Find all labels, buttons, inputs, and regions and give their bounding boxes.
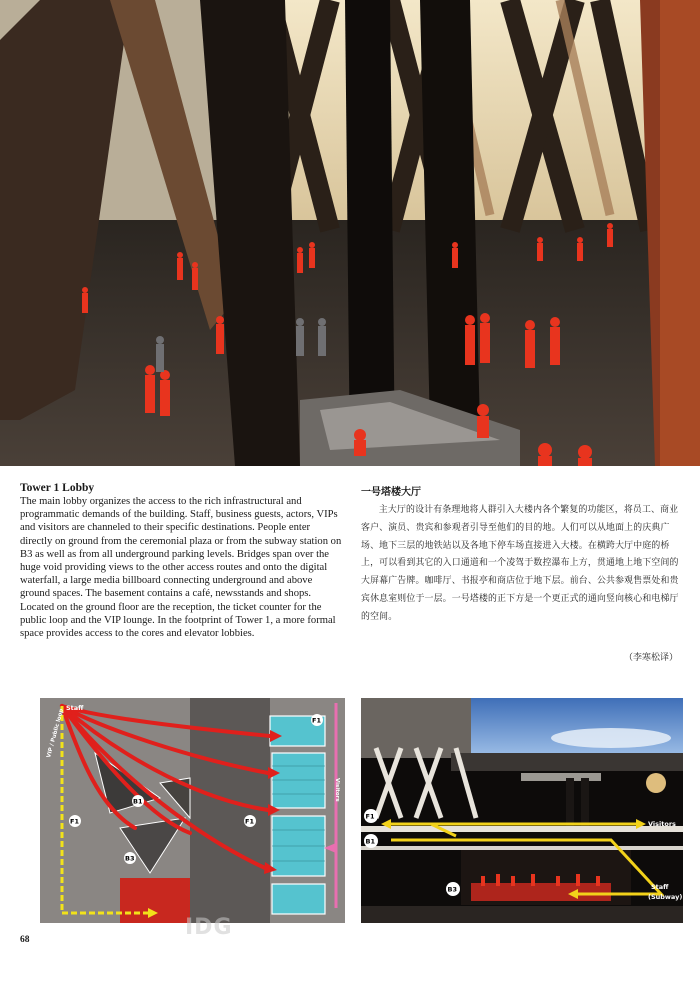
plan-badge-f1-b: F1 [70, 817, 79, 826]
chinese-body: 主大厅的设计有条理地将人群引入大楼内各个繁复的功能区，将员工、商业客户、演员、贵宾和参观者引导至他们的目的地。人们可以从地面上的庆典广场、地下三层的地铁站以及各地下停车场直接进入大楼。在横跨大厅中庭的桥上，可以看到其它的入口通道和一个凌驾于数控瀑布上方，贯通地上地下空间的大屏幕广告牌。咖啡厅、书报亭和商店位于地下层。前台、公共参观售票处和贵宾休息室则位于一层。一号塔楼的正下方是一个更正式的通向竖向核心和电梯厅的空间。 [361, 505, 679, 622]
english-body: The main lobby organizes the access to the rich infrastructural and programmatic demands of the building. Staff, business guests, actors, VIPs and visitors are channeled to their specific destinations. People enter directly on ground from the ceremonial plaza or from the subway station on B3 as well as from all underground parking levels. Bridges span over the huge void providing views to the other access routes and onto the digital waterfall, a large media billboard connecting underground and above ground spaces. The basement contains a café, newsstands and shops. Located on the ground floor are the reception, the ticket counter for the public loop and the VIP lounge. In the footprint of Tower 1, a more formal space provides access to the cores and elevator lobbies. [20, 496, 342, 640]
lobby-section-diagram [361, 698, 683, 923]
plan-label-visitors: Visitors [334, 778, 340, 802]
section-badge-b3: B3 [447, 885, 457, 894]
english-title: Tower 1 Lobby [20, 482, 95, 494]
watermark: IDG [185, 915, 233, 940]
translator-credit: （李寒松译） [623, 653, 678, 663]
section-label-visitors: Visitors [648, 820, 676, 828]
plan-badge-f1-c: F1 [245, 817, 254, 826]
section-label-subway: (Subway) [648, 893, 683, 901]
plan-badge-b3: B3 [125, 854, 135, 863]
section-label-staff: Staff [651, 883, 669, 891]
page-number: 68 [20, 935, 30, 945]
plan-label-staff: Staff [66, 704, 84, 712]
hero-photo [0, 0, 700, 466]
section-badge-b1: B1 [365, 837, 375, 846]
lobby-plan-diagram [40, 698, 345, 923]
plan-badge-f1-a: F1 [312, 716, 321, 725]
section-badge-f1: F1 [365, 812, 375, 821]
plan-badge-b1: B1 [133, 797, 143, 806]
plan-label-vip-loop: VIP / Public loop [46, 708, 65, 759]
chinese-title: 一号塔楼大厅 [361, 487, 421, 498]
